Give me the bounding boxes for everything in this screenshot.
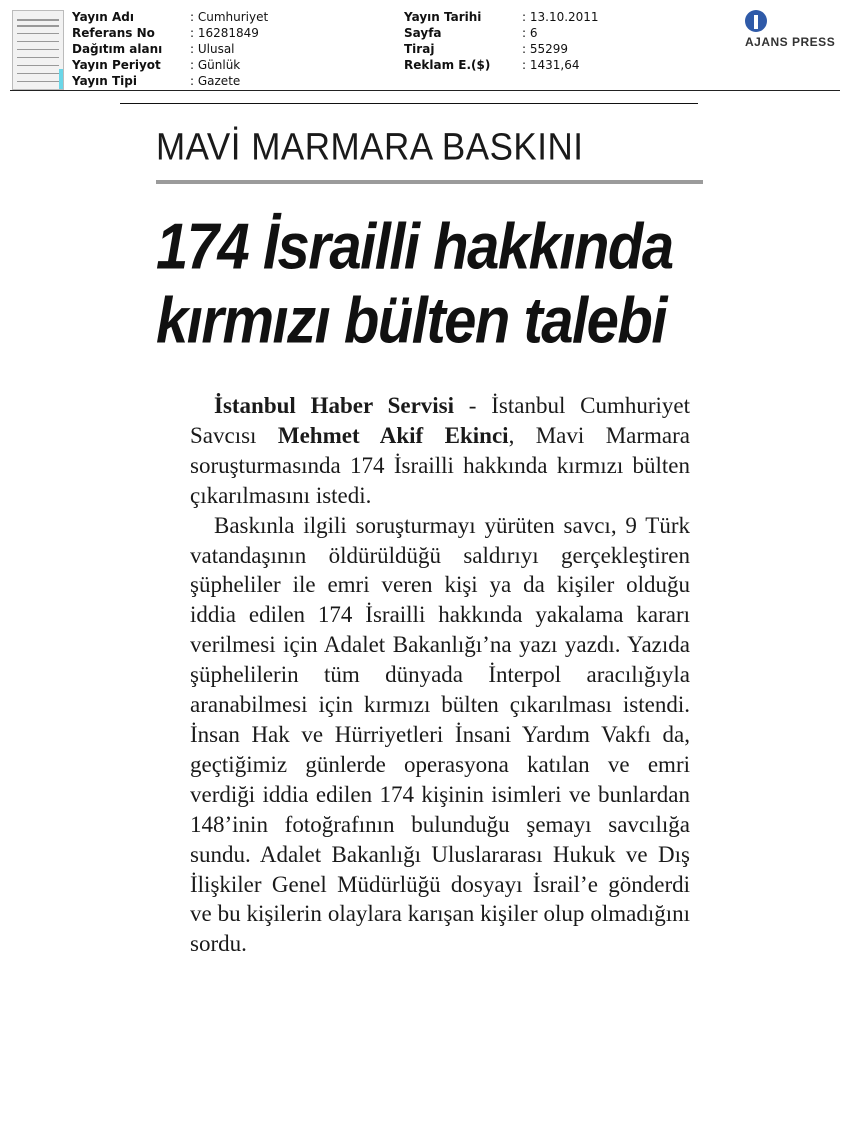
article-byline: İstanbul Haber Servisi (214, 393, 455, 418)
meta-label: Yayın Tipi (72, 74, 137, 88)
meta-value: : Gazete (190, 74, 241, 88)
logo-brand-text: AJANS PRESS (745, 35, 836, 49)
meta-row (404, 9, 599, 25)
publication-meta-left (72, 9, 268, 89)
meta-row (72, 25, 268, 41)
meta-value: : 55299 (522, 42, 569, 56)
article-kicker: MAVİ MARMARA BASKINI (156, 126, 584, 169)
meta-label: Sayfa (404, 26, 442, 40)
meta-label: Referans No (72, 26, 155, 40)
meta-label: Dağıtım alanı (72, 42, 163, 56)
meta-row (72, 73, 268, 89)
meta-value: : Günlük (190, 58, 241, 72)
meta-value: : 1431,64 (522, 58, 580, 72)
ajans-press-logo (745, 10, 845, 50)
meta-row (404, 41, 599, 57)
meta-row (404, 57, 599, 73)
header-divider (10, 90, 840, 91)
meta-label: Tiraj (404, 42, 435, 56)
meta-label: Yayın Periyot (72, 58, 161, 72)
meta-value: : Ulusal (190, 42, 235, 56)
meta-label: Yayın Adı (72, 10, 134, 24)
meta-row (72, 57, 268, 73)
article-top-rule (120, 103, 698, 104)
person-name: Mehmet Akif Ekinci (277, 422, 509, 448)
thumbnail-highlight-marker (59, 69, 64, 89)
article-paragraph: Baskınla ilgili soruşturmayı yürüten savcı, 9 Türk vatandaşının öldürüldüğü saldırıyı gerçekleştiren şüpheliler ile emri veren kişi ya da kişiler olduğu iddia edilen 174 İsrailli hakkında yakalama kararı verilmesi için Adalet Bakanlığı’na yazı yazdı. Yazıda şüphelilerin tüm dünyada İnterpol aracılığıyla aranabilmesi için kırmızı bülten çıkarılması istendi. İnsan Hak ve Hürriyetleri İnsani Yardım Vakfı da, geçtiğimiz günlerde operasyona katılan ve emri verdiği iddia edilen 174 kişinin isimleri ve bunlardan 148’inin fotoğrafının bulunduğu şemayı savcılığa sundu. Adalet Bakanlığı Uluslararası Hukuk ve Dış İlişkiler Genel Müdürlüğü dosyayı İsrail’e gönderdi ve bu kişilerin olaylara karışan kişiler olup olmadığını sordu. (190, 512, 690, 957)
meta-label: Reklam E.($) (404, 58, 491, 72)
paragraph-text: - İstanbul Cumhuriyet Savcısı (190, 393, 690, 448)
headline-line: kırmızı bülten talebi (156, 284, 666, 358)
publication-meta-right (404, 9, 599, 73)
meta-value: : 13.10.2011 (522, 10, 599, 24)
meta-value: : Cumhuriyet (190, 10, 269, 24)
ajans-press-logo-icon (745, 10, 767, 32)
kicker-underline (156, 180, 703, 184)
meta-value: : 16281849 (190, 26, 259, 40)
headline-line: 174 İsrailli hakkında (156, 210, 673, 284)
paragraph-text: , Mavi Marmara soruşturmasında 174 İsrailli hakkında kırmızı bülten çıkarılmasını istedi. (190, 422, 690, 508)
meta-value: : 6 (522, 26, 538, 40)
article-body (190, 391, 690, 959)
page-thumbnail[interactable] (12, 10, 64, 90)
meta-row (72, 9, 268, 25)
meta-label: Yayın Tarihi (404, 10, 482, 24)
meta-row (72, 41, 268, 57)
article-headline (156, 206, 716, 358)
article-paragraph (190, 391, 690, 511)
meta-row (404, 25, 599, 41)
